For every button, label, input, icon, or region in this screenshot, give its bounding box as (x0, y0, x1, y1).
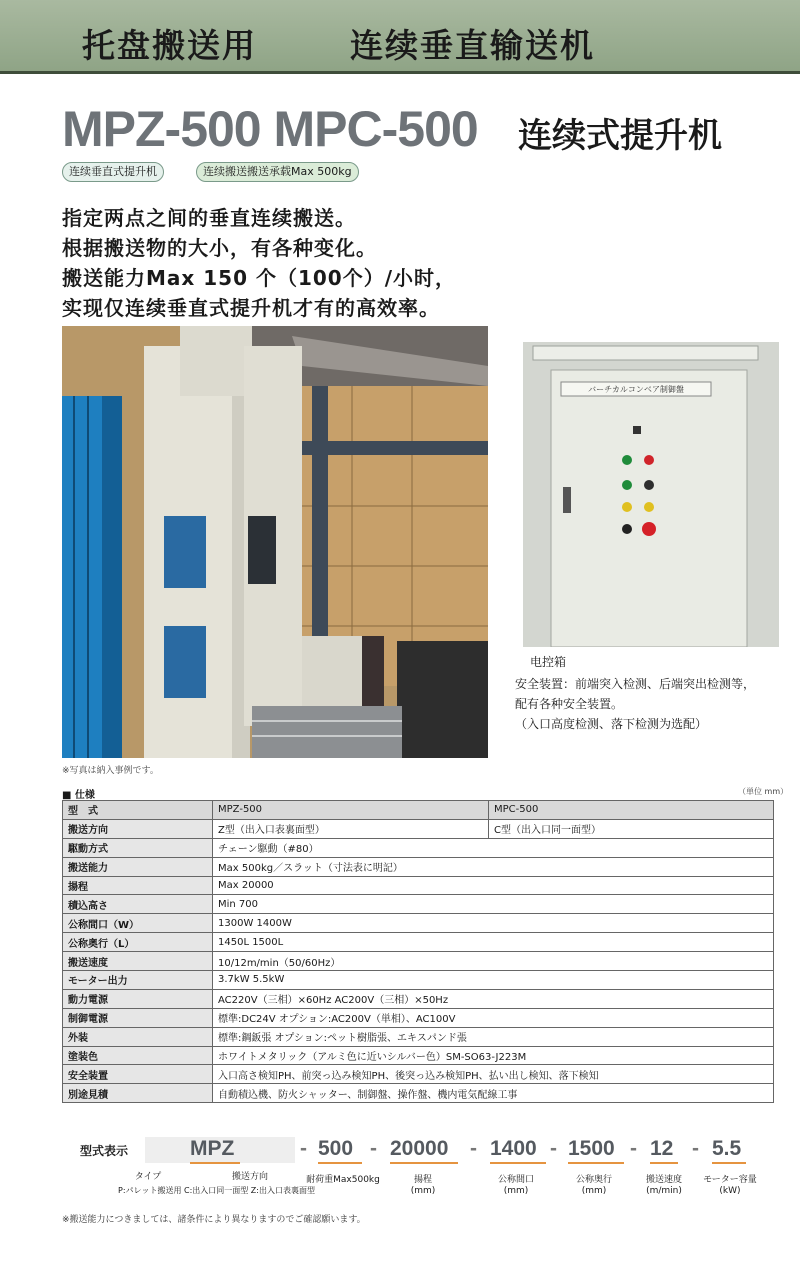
model-code-caption: (mm) (410, 1186, 436, 1196)
spec-row (63, 914, 774, 933)
tag-load-capacity: 连续搬送搬送承载Max 500kg (196, 162, 359, 182)
control-panel-photo (523, 342, 779, 647)
control-panel-illustration (523, 342, 779, 647)
spec-value-cell: チェーン駆動（#80） (213, 838, 774, 857)
model-code-caption: 耐荷重Max500kg (306, 1175, 380, 1185)
spec-value-cell: 1300W 1400W (213, 914, 774, 933)
model-code-caption: 揚程 (413, 1175, 432, 1185)
spec-label-cell: 搬送能力 (63, 857, 213, 876)
intro-line: 搬送能力Max 150 个（100个）/小时， (62, 266, 457, 290)
spec-row (63, 1008, 774, 1027)
model-code-caption: 公称間口 (497, 1175, 534, 1185)
spec-value-cell: 1450L 1500L (213, 933, 774, 952)
model-code-underline (318, 1162, 362, 1164)
spec-label-cell: 動力電源 (63, 989, 213, 1008)
model-code-caption: (m/min) (646, 1186, 682, 1196)
spec-heading: ■ 仕様 (62, 790, 95, 801)
model-code-part: 1400 (490, 1137, 537, 1160)
spec-row (63, 1046, 774, 1065)
model-code-part: 1500 (568, 1137, 615, 1160)
model-code-underline (390, 1162, 458, 1164)
spec-label-cell: 安全装置 (63, 1065, 213, 1084)
model-code-caption: P:パレット搬送用 C:出入口同一面型 Z:出入口表裏面型 (118, 1186, 315, 1195)
header-right-title: 连续垂直输送机 (350, 26, 595, 65)
model-title: MPZ-500 MPC-500 (62, 101, 478, 157)
spec-value-cell: 入口高さ検知PH、前突っ込み検知PH、後突っ込み検知PH、払い出し検知、落下検知 (213, 1065, 774, 1084)
spec-row (63, 819, 774, 838)
spec-value-cell: Min 700 (213, 895, 774, 914)
model-code-label: 型式表示 (80, 1144, 129, 1158)
spec-value-cell: C型（出入口同一面型） (489, 819, 774, 838)
model-code-part: 5.5 (712, 1137, 742, 1160)
panel-caption-line: 安全装置：前端突入检测、后端突出检测等， (515, 677, 756, 691)
spec-row (63, 1027, 774, 1046)
model-code-underline (568, 1162, 624, 1164)
model-code-underline (190, 1162, 240, 1164)
photo-note: ※写真は納入事例です。 (62, 766, 159, 776)
spec-value-cell: 3.7kW 5.5kW (213, 971, 774, 990)
spec-row (63, 989, 774, 1008)
panel-caption-line: 配有各种安全装置。 (515, 697, 624, 711)
spec-header-cell: MPC-500 (489, 801, 774, 820)
spec-value-cell: ホワイトメタリック（アルミ色に近いシルバー色）SM-SO63-J223M (213, 1046, 774, 1065)
model-code-caption: 公称奥行 (575, 1175, 612, 1185)
spec-label-cell: 駆動方式 (63, 838, 213, 857)
spec-row (63, 876, 774, 895)
model-code-separator: - (630, 1137, 637, 1160)
header-banner (0, 0, 800, 74)
spec-label-cell: 別途見積 (63, 1084, 213, 1103)
spec-header-row (63, 801, 774, 820)
model-code-separator: - (370, 1137, 377, 1160)
intro-text (62, 203, 456, 323)
model-code-caption: (mm) (581, 1186, 607, 1196)
spec-label-cell: 塗装色 (63, 1046, 213, 1065)
model-code-caption: タイプ (134, 1172, 162, 1182)
model-code-caption: (mm) (503, 1186, 529, 1196)
intro-line: 实现仅连续垂直式提升机才有的高效率。 (62, 296, 440, 320)
spec-row (63, 1065, 774, 1084)
panel-caption-line: （入口高度检测、落下检测为选配） (515, 717, 708, 731)
model-code-caption: 搬送方向 (231, 1172, 268, 1182)
spec-label-cell: 制御電源 (63, 1008, 213, 1027)
footnote: ※搬送能力につきましては、諸条件により異なりますのでご確認願います。 (62, 1215, 366, 1225)
installation-illustration (62, 326, 488, 758)
spec-row (63, 952, 774, 971)
spec-header-cell: 型 式 (63, 801, 213, 820)
model-code-underline (490, 1162, 546, 1164)
spec-row (63, 933, 774, 952)
spec-value-cell: 自動積込機、防火シャッター、制御盤、操作盤、機内電気配線工事 (213, 1084, 774, 1103)
model-code-caption: (kW) (719, 1186, 741, 1196)
spec-row (63, 857, 774, 876)
spec-table (62, 800, 774, 1103)
model-code-part: 12 (650, 1137, 674, 1160)
spec-value-cell: AC220V（三相）×60Hz AC200V（三相）×50Hz (213, 989, 774, 1008)
model-code-separator: - (300, 1137, 307, 1160)
model-code-underline (650, 1162, 678, 1164)
header-left-title: 托盘搬送用 (82, 26, 257, 65)
model-code-separator: - (550, 1137, 557, 1160)
spec-value-cell: 10/12m/min（50/60Hz） (213, 952, 774, 971)
tag-vertical-lift: 连续垂直式提升机 (62, 162, 164, 182)
model-code-underline (712, 1162, 746, 1164)
panel-caption-title: 电控箱 (530, 655, 567, 669)
spec-value-cell: 標準:DC24V オプション:AC200V（単相）、AC100V (213, 1008, 774, 1027)
spec-label-cell: モーター出力 (63, 971, 213, 990)
panel-plate-text: バーチカルコンベア制御盤 (588, 385, 684, 394)
model-code-part: 500 (318, 1137, 354, 1160)
model-code-part: 20000 (390, 1137, 449, 1160)
spec-value-cell: Z型（出入口表裏面型） (213, 819, 489, 838)
spec-label-cell: 外装 (63, 1027, 213, 1046)
spec-label-cell: 積込高さ (63, 895, 213, 914)
spec-row (63, 1084, 774, 1103)
model-code-separator: - (692, 1137, 699, 1160)
model-code-separator: - (470, 1137, 477, 1160)
spec-value-cell: Max 20000 (213, 876, 774, 895)
spec-label-cell: 公称間口（W） (63, 914, 213, 933)
spec-label-cell: 公称奥行（L） (63, 933, 213, 952)
model-code-caption: モーター容量 (703, 1175, 757, 1185)
spec-value-cell: 標準:鋼鈑張 オプション:ペット樹脂張、エキスパンド張 (213, 1027, 774, 1046)
spec-row (63, 838, 774, 857)
model-code-part: MPZ (190, 1137, 235, 1160)
spec-unit: （単位 mm） (738, 787, 789, 796)
installation-photo (62, 326, 488, 758)
spec-row (63, 971, 774, 990)
spec-header-cell: MPZ-500 (213, 801, 489, 820)
spec-row (63, 895, 774, 914)
spec-label-cell: 揚程 (63, 876, 213, 895)
model-code-caption: 搬送速度 (645, 1175, 682, 1185)
product-subtitle: 连续式提升机 (518, 116, 722, 156)
intro-line: 指定两点之间的垂直连续搬送。 (62, 206, 356, 230)
spec-value-cell: Max 500kg／スラット（寸法表に明記） (213, 857, 774, 876)
intro-line: 根据搬送物的大小，有各种变化。 (62, 236, 377, 260)
spec-label-cell: 搬送方向 (63, 819, 213, 838)
spec-label-cell: 搬送速度 (63, 952, 213, 971)
